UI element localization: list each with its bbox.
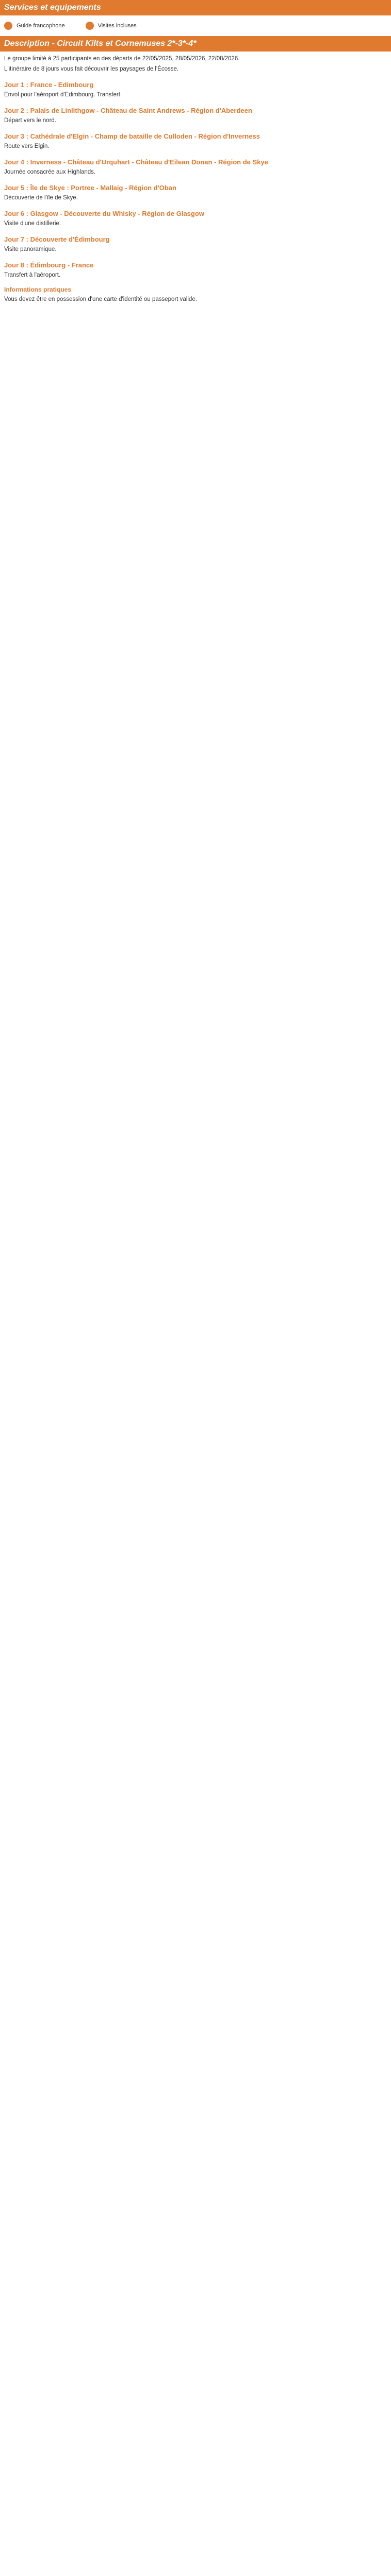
day-text: Transfert à l'aéroport.	[4, 272, 61, 278]
info-title: Informations pratiques	[4, 286, 72, 293]
guide-label: Guide francophone	[17, 23, 65, 29]
day-title: Jour 7 : Découverte d'Édimbourg	[4, 235, 110, 243]
guide-item	[4, 22, 65, 30]
services-meta	[0, 19, 391, 36]
day-title: Jour 6 : Glasgow - Découverte du Whisky - Région de Glasgow	[4, 210, 204, 217]
day-5	[0, 184, 391, 202]
guide-icon	[4, 22, 12, 30]
visits-item	[86, 22, 137, 30]
visits-icon	[86, 22, 94, 30]
day-4	[0, 158, 391, 177]
day-text: Visite panoramique.	[4, 246, 57, 252]
day-title: Jour 2 : Palais de Linlithgow - Château de Saint Andrews - Région d'Aberdeen	[4, 107, 252, 114]
day-8	[0, 261, 391, 280]
day-title: Jour 1 : France - Edimbourg	[4, 81, 94, 89]
day-text: Découverte de l'île de Skye.	[4, 195, 78, 201]
intro	[0, 55, 391, 74]
day-text: Envol pour l'aéroport d'Edimbourg. Transfert.	[4, 92, 122, 98]
practical-info	[0, 286, 391, 304]
day-title: Jour 5 : Île de Skye : Portree - Mallaig - Région d'Oban	[4, 184, 176, 192]
day-text: Visite d'une distillerie.	[4, 221, 61, 227]
day-title: Jour 3 : Cathédrale d'Elgin - Champ de bataille de Culloden - Région d'Inverness	[4, 132, 260, 140]
services-header: Services et equipements	[0, 0, 391, 15]
day-7	[0, 235, 391, 254]
day-3	[0, 132, 391, 151]
visits-label: Visites incluses	[97, 23, 137, 29]
info-line: Vous devez être en possession d'une carte d'identité ou passeport valide.	[4, 296, 197, 302]
day-text: Journée consacrée aux Highlands.	[4, 169, 96, 175]
day-title: Jour 8 : Édimbourg - France	[4, 261, 94, 269]
intro-line: L'itinéraire de 8 jours vous fait découvrir les paysages de l'Écosse.	[4, 66, 179, 72]
day-1	[0, 81, 391, 99]
day-2	[0, 107, 391, 125]
day-text: Départ vers le nord.	[4, 117, 56, 124]
day-6	[0, 210, 391, 228]
day-text: Route vers Elgin.	[4, 143, 50, 149]
description-header: Description - Circuit Kilts et Cornemuses 2*-3*-4*	[0, 36, 391, 52]
day-title: Jour 4 : Inverness - Château d'Urquhart - Château d'Eilean Donan - Région de Skye	[4, 158, 268, 166]
intro-line: Le groupe limité à 25 participants en des départs de 22/05/2025, 28/05/2026, 22/08/2026.	[4, 56, 240, 62]
